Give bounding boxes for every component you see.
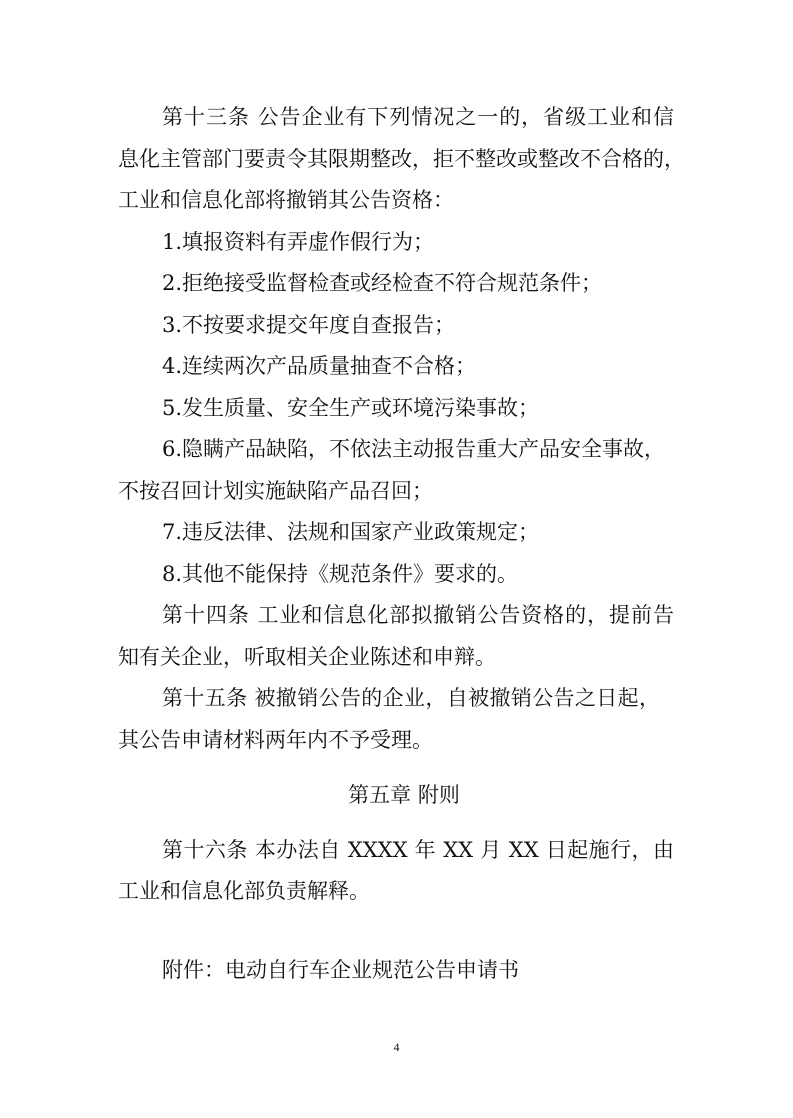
list-item: 7.违反法律、法规和国家产业政策规定； <box>162 520 540 544</box>
list-item: 5.发生质量、安全生产或环境污染事故； <box>162 396 540 420</box>
article-14-line: 第十四条 工业和信息化部拟撤销公告资格的，提前告 <box>162 603 674 627</box>
article-13-line: 第十三条 公告企业有下列情况之一的，省级工业和信 <box>162 105 674 129</box>
page-number: 4 <box>393 1040 400 1054</box>
article-16-line: 第十六条 本办法自 XXXX 年 XX 月 XX 日起施行，由 <box>162 838 674 862</box>
list-item: 3.不按要求提交年度自查报告； <box>162 313 456 337</box>
list-item: 8.其他不能保持《规范条件》要求的。 <box>162 562 519 586</box>
list-item: 4.连续两次产品质量抽查不合格； <box>162 354 477 378</box>
article-16-line: 工业和信息化部负责解释。 <box>118 879 370 903</box>
article-14-line: 知有关企业，听取相关企业陈述和申辩。 <box>118 645 496 669</box>
article-13-line: 息化主管部门要责令其限期整改，拒不整改或整改不合格的， <box>118 147 685 171</box>
attachment-line: 附件：电动自行车企业规范公告申请书 <box>162 958 519 982</box>
list-item: 2.拒绝接受监督检查或经检查不符合规范条件； <box>162 271 603 295</box>
list-item: 1.填报资料有弄虚作假行为； <box>162 230 435 254</box>
list-item: 6.隐瞒产品缺陷，不依法主动报告重大产品安全事故， <box>162 437 666 461</box>
article-15-line: 第十五条 被撤销公告的企业，自被撤销公告之日起， <box>162 686 660 710</box>
chapter-heading: 第五章 附则 <box>348 783 460 807</box>
article-15-line: 其公告申请材料两年内不予受理。 <box>118 728 433 752</box>
article-13-line: 工业和信息化部将撤销其公告资格： <box>118 188 454 212</box>
list-item: 不按召回计划实施缺陷产品召回； <box>118 479 433 503</box>
